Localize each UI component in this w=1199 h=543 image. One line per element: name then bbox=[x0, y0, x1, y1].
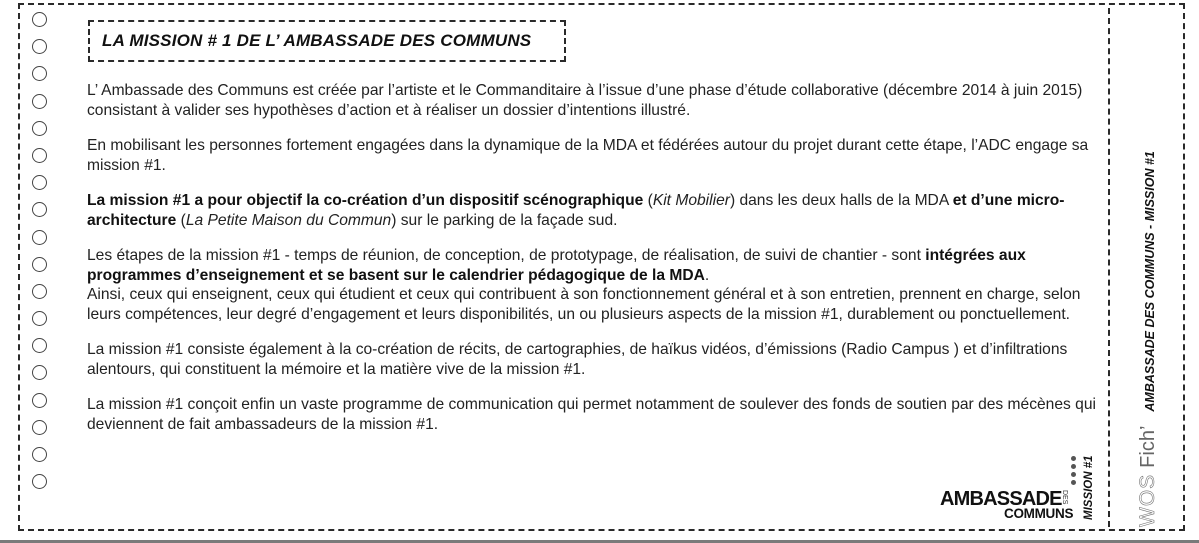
punch-hole-icon bbox=[32, 148, 47, 163]
side-band-separator bbox=[1108, 8, 1110, 527]
punch-hole-icon bbox=[32, 94, 47, 109]
dashed-border-bottom bbox=[18, 529, 1185, 531]
logo-dots-icon bbox=[1071, 456, 1077, 488]
paragraph-3-text-3: ( bbox=[176, 211, 186, 229]
logo-sub-text: COMMUNS bbox=[1004, 506, 1074, 521]
paragraph-4-text-1: Les étapes de la mission #1 - temps de réunion, de conception, de prototypage, de réalisation, de suivi de chantier - sont bbox=[87, 247, 926, 264]
paragraph-2: En mobilisant les personnes fortement engagées dans la dynamique de la MDA et fédérées autour du projet durant cette étape, l’ADC engage sa mission #1. bbox=[87, 137, 1089, 174]
ambassade-logo bbox=[940, 488, 1080, 528]
paragraph-3-text-1: ( bbox=[643, 192, 653, 209]
page-title: LA MISSION # 1 DE L’ AMBASSADE DES COMMUNS bbox=[102, 31, 532, 50]
punch-hole-icon bbox=[32, 202, 47, 217]
punch-hole-icon bbox=[32, 284, 47, 299]
punch-hole-icon bbox=[32, 420, 47, 435]
paragraph-3-italic-2: La Petite Maison du Commun bbox=[185, 211, 392, 229]
paragraph-6: La mission #1 conçoit enfin un vaste programme de communication qui permet notamment de soulever des fonds de soutien par des mécènes qui deviennent de fait ambassadeurs de la mission #1. bbox=[87, 396, 1096, 433]
punch-hole-icon bbox=[32, 230, 47, 245]
paragraph-3-text-2: ) dans les deux halls de la MDA bbox=[729, 192, 953, 209]
paragraph-4-text-3: Ainsi, ceux qui enseignent, ceux qui étudient et ceux qui contribuent à son fonctionnement général et à son entretien, prennent en charge, selon leurs compétences, leur degré d’engagement et leurs disponibilités, un ou plusieurs aspects de la mission #1, durablement ou ponctuellement. bbox=[87, 286, 1081, 323]
title-box bbox=[88, 20, 566, 62]
paragraph-3-text-4: ) sur le parking de la façade sud. bbox=[391, 211, 618, 229]
punch-hole-icon bbox=[32, 121, 47, 136]
paragraph-3 bbox=[87, 191, 1097, 230]
punch-hole-icon bbox=[32, 447, 47, 462]
logo-main-text: AMBASSADE bbox=[940, 488, 1062, 510]
dashed-border-left bbox=[18, 3, 20, 531]
logo-mission-label: MISSION #1 bbox=[1083, 455, 1095, 520]
paragraph-4 bbox=[87, 246, 1097, 324]
paragraph-1: L’ Ambassade des Communs est créée par l’artiste et le Commanditaire à l’issue d’une phase d’étude collaborative (décembre 2014 à juin 2015) consistant à valider ses hypothèses d’action et à réaliser un dossier d’intentions illustré. bbox=[87, 82, 1083, 119]
paragraph-4-text-2: . bbox=[704, 266, 710, 284]
paragraph-4-bold-1: intégrées aux programmes d’enseignement et se basent sur le calendrier pédagogique de la MDA bbox=[87, 247, 1026, 284]
dashed-border-top bbox=[18, 3, 1185, 5]
side-mission-text: AMBASSADE DES COMMUNS - MISSION #1 bbox=[1143, 151, 1157, 412]
body-text bbox=[87, 81, 1097, 450]
side-fich-text: Fich’ bbox=[1137, 425, 1159, 468]
punch-hole-icon bbox=[32, 175, 47, 190]
punch-hole-icon bbox=[32, 474, 47, 489]
punch-hole-icon bbox=[32, 338, 47, 353]
paragraph-3-bold-2: et d’une micro-architecture bbox=[87, 192, 1065, 229]
side-wos-text: WOS bbox=[1136, 473, 1159, 527]
paragraph-3-bold-1: La mission #1 a pour objectif la co-création d’un dispositif scénographique bbox=[87, 192, 644, 209]
punch-hole-icon bbox=[32, 12, 47, 27]
dashed-border-right bbox=[1183, 3, 1185, 531]
punch-hole-icon bbox=[32, 257, 47, 272]
punch-holes bbox=[32, 12, 50, 501]
punch-hole-icon bbox=[32, 311, 47, 326]
paragraph-5: La mission #1 consiste également à la co-création de récits, de cartographies, de haïkus vidéos, d’émissions (Radio Campus ) et d’infiltrations alentours, qui constituent la mémoire et la matière vive de la mission #1. bbox=[87, 341, 1068, 378]
punch-hole-icon bbox=[32, 39, 47, 54]
punch-hole-icon bbox=[32, 393, 47, 408]
paragraph-3-italic-1: Kit Mobilier bbox=[652, 192, 730, 209]
side-band-label bbox=[1136, 151, 1160, 527]
logo-des-text: DES bbox=[1061, 490, 1068, 505]
punch-hole-icon bbox=[32, 365, 47, 380]
punch-hole-icon bbox=[32, 66, 47, 81]
